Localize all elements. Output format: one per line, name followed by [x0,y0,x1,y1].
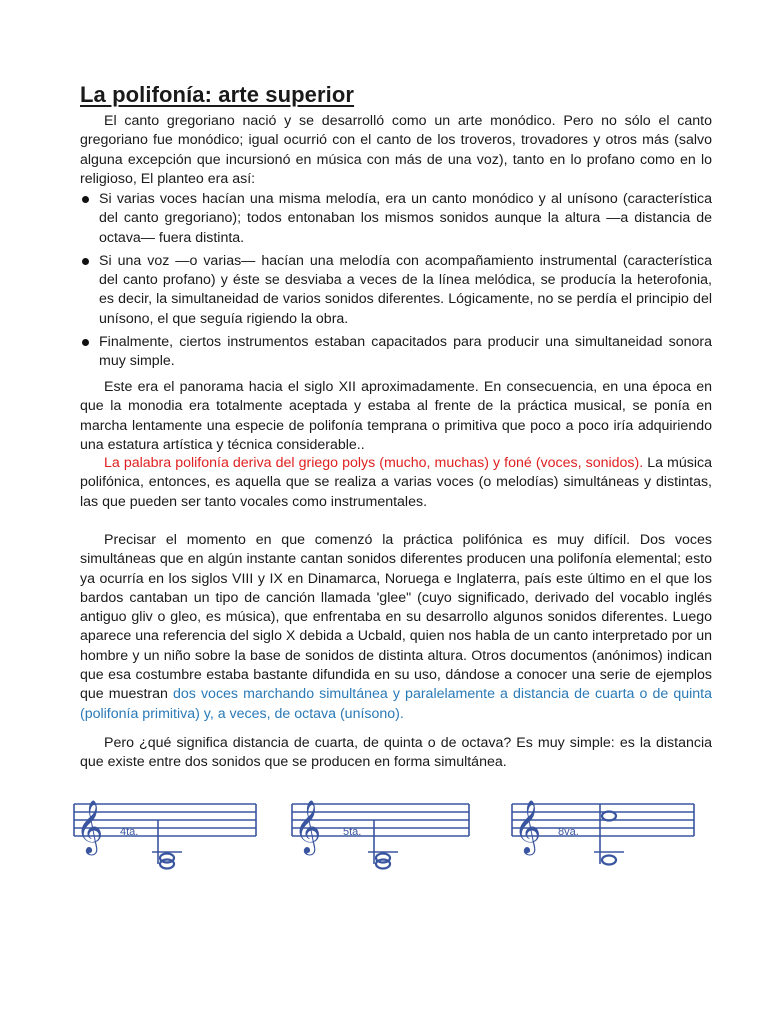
staff-example-fifth [288,790,473,870]
history-text: Precisar el momento en que comenzó la práctica polifónica es muy difícil. Dos voces simultáneas que en algún instante cantan sonidos diferentes producen una polifonía elemental; esto ya ocurría en los siglos VIII y IX en Dinamarca, Noruega e Inglaterra, país este último en el que los bardos cantaban un tipo de canción llamada 'glee" (cuyo significado, derivado del vocablo inglés antiguo gliv o gleo, es música), que enfrentaba en su desarrollo algunos sonidos diferentes. Luego aparece una referencia del siglo X debida a Ucbald, quien nos habla de un canto interpretado por un hombre y un niño sobre la base de sonidos de distinta altura. Otros documentos (anónimos) indican que esa costumbre estaba bastante difundida en su uso, dándose a conocer una serie de ejemplos que muestran [80,532,712,703]
definition-text: La música polifónica, entonces, es aquella que se realiza a varias voces (o melodías) simultáneas y distintas, las que pueden ser tanto vocales como instrumentales. [80,455,712,510]
question-paragraph: Pero ¿qué significa distancia de cuarta, de quinta o de octava? Es muy simple: es la distancia que existe entre dos sonidos que se producen en forma simultánea. [80,735,712,771]
intro-paragraph: El canto gregoriano nació y se desarrolló como un arte monódico. Pero no sólo el canto gregoriano fue monódico; igual ocurrió con el canto de los troveros, trovadores y otros más (salvo alguna excepción que incursionó en música con más de una voz), tanto en lo profano como en lo religioso, El planteo era así: [80,113,712,187]
note-icon [602,856,616,865]
bullet-dot-icon [82,258,89,265]
staff-example-octave [508,790,698,870]
note-icon [376,860,390,869]
panorama-paragraph: Este era el panorama hacia el siglo XII aproximadamente. En consecuencia, en una época en que la monodia era totalmente aceptada y estaba al frente de la práctica musical, se ponía en marcha lentamente una especie de polifonía temprana o primitiva que poco a poco iría adquiriendo una estatura artística y técnica considerable.. [80,379,712,453]
staff-fifth-svg [288,790,473,870]
page-title: La polifonía: arte superior [80,82,355,107]
note-icon [602,812,616,821]
bullet-dot-icon [82,339,89,346]
treble-clef-icon: 𝄞 [294,799,322,853]
interval-label: 4ta. [120,826,139,838]
bullet-text: Finalmente, ciertos instrumentos estaban capacitados para producir una simultaneidad sonora muy simple. [99,334,712,370]
interval-label: 8va. [558,826,579,838]
bullet-text: Si una voz —o varias— hacían una melodía con acompañamiento instrumental (característica del canto profano) y éste se desviaba a veces de la línea melódica, se producía la heterofonia, es decir, la simultaneidad de varios sonidos diferentes. Lógicamente, no se perdía el principio del unísono, el que seguía rigiendo la obra. [99,252,712,327]
list-item [80,252,712,329]
list-item [80,190,712,248]
bullet-dot-icon [82,196,89,203]
list-item [80,333,712,372]
history-paragraph [80,531,712,724]
staff-octave-svg [508,790,698,870]
definition-highlight: La palabra polifonía deriva del griego polys (mucho, muchas) y foné (voces, sonidos). [104,455,644,471]
definition-paragraph [80,454,712,512]
treble-clef-icon: 𝄞 [514,799,542,853]
staff-example-fourth [70,790,260,870]
note-icon [160,860,174,869]
interval-label: 5ta. [343,826,362,838]
bullet-text: Si varias voces hacían una misma melodía, era un canto monódico y al unísono (característica del canto gregoriano); todos entonaban los mismos sonidos aunque la altura —a distancia de octava— fuera distinta. [99,191,712,246]
history-highlight: dos voces marchando simultánea y paralelamente a distancia de cuarta o de quinta (polifonía primitiva) y, a veces, de octava (unísono). [80,686,712,722]
treble-clef-icon: 𝄞 [76,799,104,853]
bullet-list [80,190,712,372]
staff-fourth-svg [70,790,260,870]
